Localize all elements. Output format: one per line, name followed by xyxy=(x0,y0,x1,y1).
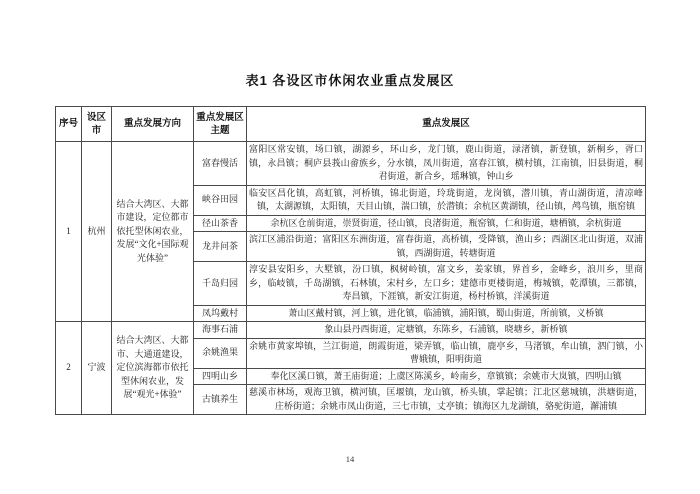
areas-cell: 富阳区常安镇，场口镇，湖源乡，环山乡，龙门镇，鹿山街道，渌渚镇，新登镇，新桐乡，胥口镇，永昌镇；桐庐县莪山畲族乡，分水镇，凤川街道，富春江镇，横村镇，江南镇，旧县街道，桐君街道，新合乡，瑶琳镇，钟山乡 xyxy=(247,142,646,186)
areas-cell: 滨江区浦沿街道；富阳区东洲街道，富春街道，高桥镇，受降镇，渔山乡；西湖区北山街道，双浦镇，西湖街道，转塘街道 xyxy=(247,232,646,262)
page-number: 14 xyxy=(345,454,355,464)
areas-cell: 象山县丹西街道，定塘镇，东陈乡，石浦镇，晓塘乡，新桥镇 xyxy=(247,322,646,339)
theme-cell: 海事石浦 xyxy=(194,322,247,339)
areas-cell: 淳安县安阳乡，大墅镇，汾口镇，枫树岭镇，富文乡，姜家镇，界首乡，金峰乡，浪川乡，里商乡，临岐镇，千岛湖镇，石林镇，宋村乡，左口乡；建德市更楼街道，梅城镇，乾潭镇，三都镇，寿昌镇，下涯镇，新安江街道，杨村桥镇，洋溪街道 xyxy=(247,262,646,306)
theme-cell: 龙井问茶 xyxy=(194,232,247,262)
header-row xyxy=(56,107,646,142)
theme-cell: 径山茶香 xyxy=(194,215,247,232)
areas-cell: 余杭区仓前街道，崇贤街道，径山镇，良渚街道，瓶窑镇，仁和街道，塘栖镇，余杭街道 xyxy=(247,215,646,232)
city-name: 杭州 xyxy=(82,142,112,322)
theme-cell: 凤坞戴村 xyxy=(194,305,247,322)
areas-cell: 余姚市黄家埠镇，兰江街道，朗霞街道，梁弄镇，临山镇，鹿亭乡，马渚镇，牟山镇，泗门镇，小曹娥镇，阳明街道 xyxy=(247,338,646,368)
city-name: 宁波 xyxy=(82,322,112,415)
table-title: 表1 各设区市休闲农业重点发展区 xyxy=(245,73,455,88)
table-row xyxy=(56,322,646,339)
header-direction: 重点发展方向 xyxy=(112,107,194,142)
theme-cell: 古镇养生 xyxy=(194,385,247,415)
theme-cell: 余姚渔果 xyxy=(194,338,247,368)
theme-cell: 千岛归园 xyxy=(194,262,247,306)
group-index: 2 xyxy=(56,322,82,415)
theme-cell: 峡谷田园 xyxy=(194,185,247,215)
header-index: 序号 xyxy=(56,107,82,142)
development-direction: 结合大湾区、大都市建设，定位都市依托型休闲农业，发展“文化+国际观光体验” xyxy=(112,142,194,322)
header-theme: 重点发展区主题 xyxy=(194,107,247,142)
development-areas-table xyxy=(55,106,646,415)
theme-cell: 四明山乡 xyxy=(194,368,247,385)
development-direction: 结合大湾区、大都市、大通道建设，定位滨海都市依托型休闲农业，发展“观光+体验” xyxy=(112,322,194,415)
theme-cell: 富春慢活 xyxy=(194,142,247,186)
header-areas: 重点发展区 xyxy=(247,107,646,142)
areas-cell: 慈溪市林场，观海卫镇，横河镇，匡堰镇，龙山镇，桥头镇，掌起镇；江北区慈城镇，洪塘街道，庄桥街道；余姚市凤山街道，三七市镇，丈亭镇；镇海区九龙湖镇，骆驼街道，澥浦镇 xyxy=(247,385,646,415)
areas-cell: 萧山区戴村镇，河上镇，进化镇，临浦镇，浦阳镇，蜀山街道，所前镇，义桥镇 xyxy=(247,305,646,322)
areas-cell: 奉化区溪口镇，萧王庙街道；上虞区陈溪乡，岭南乡，章镇镇；余姚市大岚镇，四明山镇 xyxy=(247,368,646,385)
areas-cell: 临安区昌化镇，高虹镇，河桥镇，锦北街道，玲珑街道，龙岗镇，潜川镇，青山湖街道，清凉峰镇，太湖源镇，太阳镇，天目山镇，湍口镇，於潜镇；余杭区黄湖镇，径山镇，鸬鸟镇，瓶窑镇 xyxy=(247,185,646,215)
table-row xyxy=(56,142,646,186)
group-index: 1 xyxy=(56,142,82,322)
header-city: 设区市 xyxy=(82,107,112,142)
